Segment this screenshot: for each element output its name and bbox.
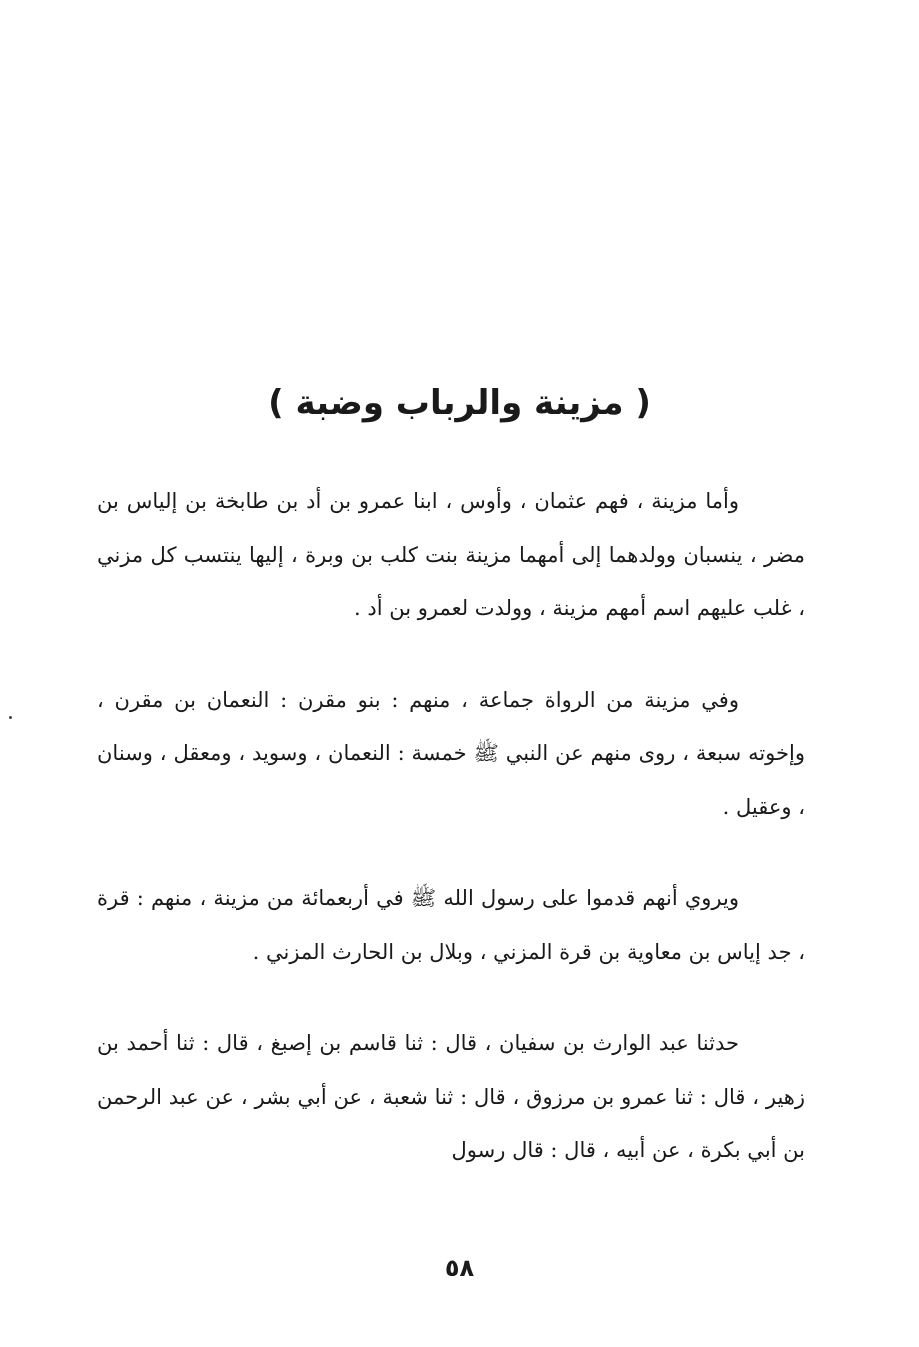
paragraph-4: حدثنا عبد الوارث بن سفيان ، قال : ثنا قاسم بن إصبغ ، قال : ثنا أحمد بن زهير ، قال : ثنا عمرو بن مرزوق ، قال : ثنا شعبة ، عن أبي بشر ، عن عبد الرحمن بن أبي بكرة ، عن أبيه ، قال : قال رسول — [97, 1031, 805, 1162]
section-title: ( مزينة والرباب وضبة ) — [268, 383, 651, 423]
paragraph-3: ويروي أنهم قدموا على رسول الله ﷺ في أربعمائة من مزينة ، منهم : قرة ، جد إياس بن معاوية بن قرة المزني ، وبلال بن الحارث المزني . — [97, 886, 805, 964]
page-number: ٥٨ — [444, 1254, 475, 1282]
scan-speck — [9, 716, 12, 719]
paragraph-2: وفي مزينة من الرواة جماعة ، منهم : بنو مقرن : النعمان بن مقرن ، وإخوته سبعة ، روى منهم عن النبي ﷺ خمسة : النعمان ، وسويد ، ومعقل ، وسنان ، وعقيل . — [97, 687, 805, 819]
body-text — [97, 475, 805, 1178]
paragraph-1: وأما مزينة ، فهم عثمان ، وأوس ، ابنا عمرو بن أد بن طابخة بن إلياس بن مضر ، ينسبان وولدهما إلى أمهما مزينة بنت كلب بن وبرة ، إليها ينتسب كل مزني ، غلب عليهم اسم أمهم مزينة ، وولدت لعمرو بن أد . — [97, 489, 805, 620]
